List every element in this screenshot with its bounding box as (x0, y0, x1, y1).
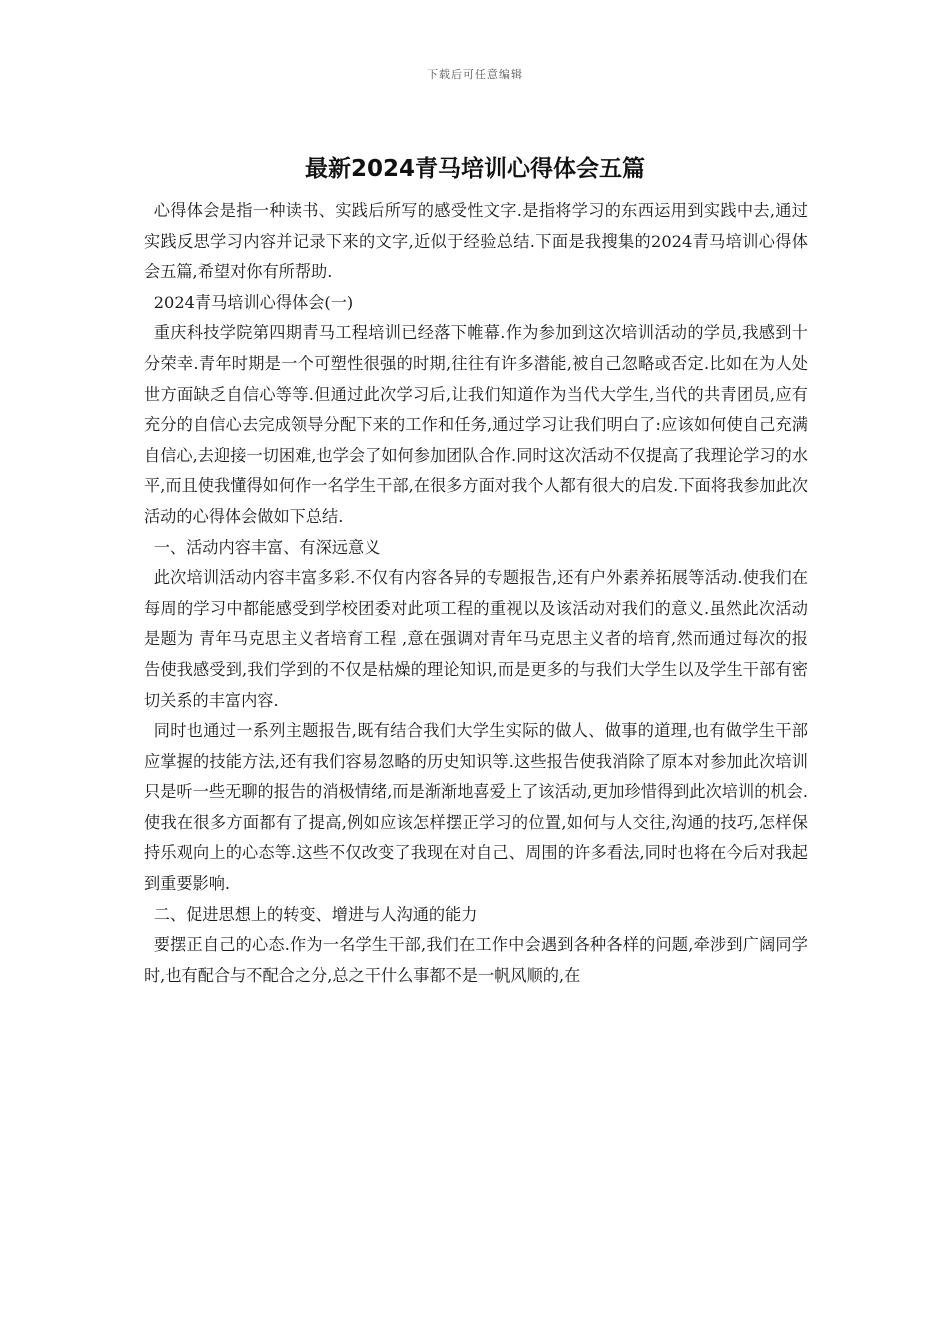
intro-paragraph: 心得体会是指一种读书、实践后所写的感受性文字.是指将学习的东西运用到实践中去,通过实践反思学习内容并记录下来的文字,近似于经验总结.下面是我搜集的2024青马培训心得体会五篇,希望对你有所帮助. (144, 201, 808, 282)
document-title: 最新2024青马培训心得体会五篇 (304, 156, 645, 182)
document-body (144, 196, 808, 991)
subsection-heading: 二、促进思想上的转变、增进与人沟通的能力 (153, 904, 478, 924)
subsection-heading: 一、活动内容丰富、有深远意义 (153, 537, 381, 557)
header-note: 下载后可任意编辑 (427, 68, 523, 81)
body-paragraph: 同时也通过一系列主题报告,既有结合我们大学生实际的做人、做事的道理,也有做学生干部应掌握的技能方法,还有我们容易忽略的历史知识等.这些报告使我消除了原本对参加此次培训只是听一些无聊的报告的消极情绪,而是渐渐地喜爱上了该活动,更加珍惜得到此次培训的机会.使我在很多方面都有了提高,例如应该怎样摆正学习的位置,如何与人交往,沟通的技巧,怎样保持乐观向上的心态等.这些不仅改变了我现在对自己、周围的许多看法,同时也将在今后对我起到重要影响. (144, 721, 808, 894)
body-paragraph: 重庆科技学院第四期青马工程培训已经落下帷幕.作为参加到这次培训活动的学员,我感到十分荣幸.青年时期是一个可塑性很强的时期,往往有许多潜能,被自己忽略或否定.比如在为人处世方面缺乏自信心等等.但通过此次学习后,让我们知道作为当代大学生,当代的共青团员,应有充分的自信心去完成领导分配下来的工作和任务,通过学习让我们明白了:应该如何使自己充满自信心,去迎接一切困难,也学会了如何参加团队合作.同时这次活动不仅提高了我理论学习的水平,而且使我懂得如何作一名学生干部,在很多方面对我个人都有很大的启发.下面将我参加此次活动的心得体会做如下总结. (144, 323, 808, 526)
body-paragraph: 此次培训活动内容丰富多彩.不仅有内容各异的专题报告,还有户外素养拓展等活动.使我们在每周的学习中都能感受到学校团委对此项工程的重视以及该活动对我们的意义.虽然此次活动是题为 青年马克思主义者培育工程 ,意在强调对青年马克思主义者的培育,然而通过每次的报告使我感受到,我们学到的不仅是枯燥的理论知识,而是更多的与我们大学生以及学生干部有密切关系的丰富内容. (144, 568, 808, 710)
section-heading: 2024青马培训心得体会(一) (153, 292, 354, 312)
body-paragraph: 要摆正自己的心态.作为一名学生干部,我们在工作中会遇到各种各样的问题,牵涉到广阔同学时,也有配合与不配合之分,总之干什么事都不是一帆风顺的,在 (144, 935, 808, 985)
